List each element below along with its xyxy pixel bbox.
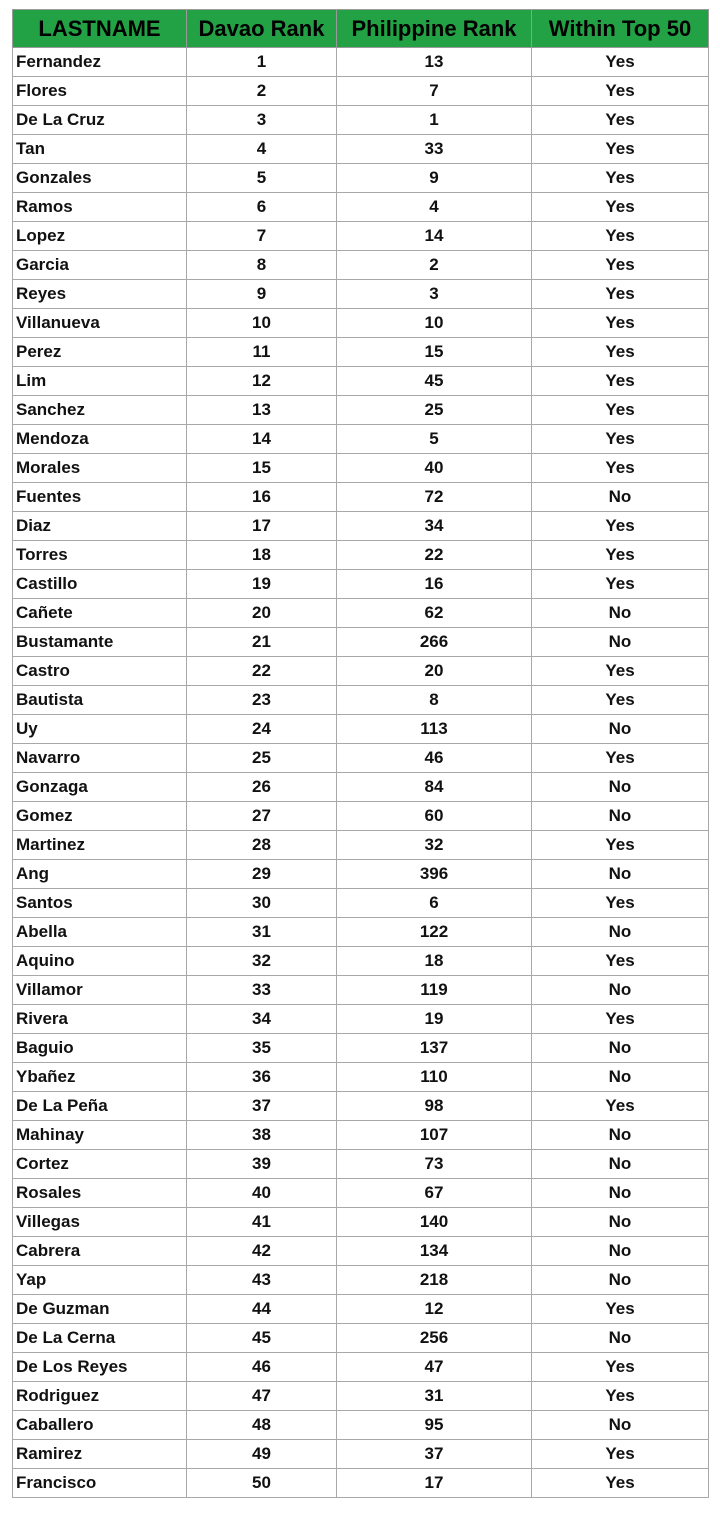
lastname-cell: De Guzman (13, 1295, 187, 1324)
davao-rank-cell: 5 (187, 164, 337, 193)
within-top-50-cell: No (532, 1150, 709, 1179)
within-top-50-cell: Yes (532, 1382, 709, 1411)
davao-rank-cell: 40 (187, 1179, 337, 1208)
table-row (13, 1382, 709, 1411)
davao-rank-cell: 39 (187, 1150, 337, 1179)
within-top-50-cell: Yes (532, 512, 709, 541)
table-row (13, 1266, 709, 1295)
lastname-cell: Ybañez (13, 1063, 187, 1092)
table-row (13, 773, 709, 802)
philippine-rank-cell: 119 (337, 976, 532, 1005)
philippine-rank-cell: 62 (337, 599, 532, 628)
philippine-rank-cell: 67 (337, 1179, 532, 1208)
header-philippine-rank: Philippine Rank (337, 10, 532, 48)
philippine-rank-cell: 12 (337, 1295, 532, 1324)
lastname-cell: Rodriguez (13, 1382, 187, 1411)
lastname-cell: Uy (13, 715, 187, 744)
table-row (13, 918, 709, 947)
table-row (13, 831, 709, 860)
davao-rank-cell: 50 (187, 1469, 337, 1498)
lastname-cell: De La Cruz (13, 106, 187, 135)
lastname-cell: Francisco (13, 1469, 187, 1498)
lastname-cell: Gonzales (13, 164, 187, 193)
within-top-50-cell: Yes (532, 1440, 709, 1469)
davao-rank-cell: 4 (187, 135, 337, 164)
philippine-rank-cell: 19 (337, 1005, 532, 1034)
philippine-rank-cell: 31 (337, 1382, 532, 1411)
lastname-cell: Morales (13, 454, 187, 483)
lastname-cell: Reyes (13, 280, 187, 309)
table-row (13, 135, 709, 164)
philippine-rank-cell: 60 (337, 802, 532, 831)
within-top-50-cell: No (532, 976, 709, 1005)
davao-rank-cell: 12 (187, 367, 337, 396)
lastname-cell: Rosales (13, 1179, 187, 1208)
philippine-rank-cell: 218 (337, 1266, 532, 1295)
davao-rank-cell: 6 (187, 193, 337, 222)
table-row (13, 1324, 709, 1353)
table-row (13, 802, 709, 831)
table-row (13, 280, 709, 309)
table-row (13, 483, 709, 512)
davao-rank-cell: 8 (187, 251, 337, 280)
within-top-50-cell: No (532, 1179, 709, 1208)
lastname-cell: Ang (13, 860, 187, 889)
davao-rank-cell: 16 (187, 483, 337, 512)
table-row (13, 628, 709, 657)
within-top-50-cell: No (532, 860, 709, 889)
within-top-50-cell: Yes (532, 193, 709, 222)
davao-rank-cell: 45 (187, 1324, 337, 1353)
lastname-cell: Mendoza (13, 425, 187, 454)
within-top-50-cell: No (532, 1237, 709, 1266)
lastname-cell: Gonzaga (13, 773, 187, 802)
davao-rank-cell: 23 (187, 686, 337, 715)
within-top-50-cell: No (532, 1063, 709, 1092)
davao-rank-cell: 43 (187, 1266, 337, 1295)
header-row (13, 10, 709, 48)
table-row (13, 106, 709, 135)
davao-rank-cell: 28 (187, 831, 337, 860)
davao-rank-cell: 14 (187, 425, 337, 454)
davao-rank-cell: 46 (187, 1353, 337, 1382)
table-row (13, 77, 709, 106)
philippine-rank-cell: 113 (337, 715, 532, 744)
within-top-50-cell: Yes (532, 831, 709, 860)
lastname-cell: Gomez (13, 802, 187, 831)
davao-rank-cell: 13 (187, 396, 337, 425)
philippine-rank-cell: 25 (337, 396, 532, 425)
lastname-cell: Cabrera (13, 1237, 187, 1266)
table-row (13, 1063, 709, 1092)
davao-rank-cell: 41 (187, 1208, 337, 1237)
lastname-cell: Castillo (13, 570, 187, 599)
table-row (13, 425, 709, 454)
within-top-50-cell: No (532, 715, 709, 744)
lastname-cell: Rivera (13, 1005, 187, 1034)
within-top-50-cell: Yes (532, 164, 709, 193)
within-top-50-cell: Yes (532, 889, 709, 918)
davao-rank-cell: 10 (187, 309, 337, 338)
davao-rank-cell: 29 (187, 860, 337, 889)
lastname-cell: Yap (13, 1266, 187, 1295)
within-top-50-cell: Yes (532, 48, 709, 77)
davao-rank-cell: 18 (187, 541, 337, 570)
davao-rank-cell: 37 (187, 1092, 337, 1121)
within-top-50-cell: No (532, 773, 709, 802)
table-row (13, 193, 709, 222)
philippine-rank-cell: 396 (337, 860, 532, 889)
philippine-rank-cell: 3 (337, 280, 532, 309)
philippine-rank-cell: 5 (337, 425, 532, 454)
lastname-cell: Diaz (13, 512, 187, 541)
within-top-50-cell: Yes (532, 1353, 709, 1382)
lastname-cell: Santos (13, 889, 187, 918)
table-row (13, 1237, 709, 1266)
davao-rank-cell: 9 (187, 280, 337, 309)
header-within-top-50: Within Top 50 (532, 10, 709, 48)
within-top-50-cell: No (532, 599, 709, 628)
philippine-rank-cell: 134 (337, 1237, 532, 1266)
davao-rank-cell: 32 (187, 947, 337, 976)
within-top-50-cell: Yes (532, 77, 709, 106)
table-row (13, 1208, 709, 1237)
lastname-cell: Abella (13, 918, 187, 947)
philippine-rank-cell: 256 (337, 1324, 532, 1353)
philippine-rank-cell: 95 (337, 1411, 532, 1440)
lastname-cell: Flores (13, 77, 187, 106)
lastname-cell: Villamor (13, 976, 187, 1005)
davao-rank-cell: 34 (187, 1005, 337, 1034)
within-top-50-cell: Yes (532, 570, 709, 599)
davao-rank-cell: 42 (187, 1237, 337, 1266)
davao-rank-cell: 2 (187, 77, 337, 106)
table-row (13, 338, 709, 367)
table-row (13, 222, 709, 251)
lastname-cell: Torres (13, 541, 187, 570)
davao-rank-cell: 24 (187, 715, 337, 744)
lastname-cell: Baguio (13, 1034, 187, 1063)
philippine-rank-cell: 1 (337, 106, 532, 135)
philippine-rank-cell: 107 (337, 1121, 532, 1150)
within-top-50-cell: Yes (532, 1092, 709, 1121)
within-top-50-cell: Yes (532, 425, 709, 454)
lastname-cell: Fuentes (13, 483, 187, 512)
table-row (13, 1295, 709, 1324)
lastname-cell: Lim (13, 367, 187, 396)
davao-rank-cell: 33 (187, 976, 337, 1005)
table-row (13, 860, 709, 889)
philippine-rank-cell: 98 (337, 1092, 532, 1121)
lastname-cell: Aquino (13, 947, 187, 976)
philippine-rank-cell: 4 (337, 193, 532, 222)
lastname-cell: Mahinay (13, 1121, 187, 1150)
philippine-rank-cell: 10 (337, 309, 532, 338)
within-top-50-cell: Yes (532, 222, 709, 251)
davao-rank-cell: 15 (187, 454, 337, 483)
davao-rank-cell: 7 (187, 222, 337, 251)
davao-rank-cell: 35 (187, 1034, 337, 1063)
davao-rank-cell: 25 (187, 744, 337, 773)
within-top-50-cell: No (532, 628, 709, 657)
within-top-50-cell: Yes (532, 396, 709, 425)
within-top-50-cell: Yes (532, 251, 709, 280)
within-top-50-cell: No (532, 1121, 709, 1150)
philippine-rank-cell: 266 (337, 628, 532, 657)
within-top-50-cell: Yes (532, 309, 709, 338)
within-top-50-cell: No (532, 918, 709, 947)
within-top-50-cell: Yes (532, 367, 709, 396)
lastname-cell: Fernandez (13, 48, 187, 77)
table-row (13, 1440, 709, 1469)
table-row (13, 1469, 709, 1498)
table-row (13, 1411, 709, 1440)
lastname-cell: Caballero (13, 1411, 187, 1440)
philippine-rank-cell: 9 (337, 164, 532, 193)
davao-rank-cell: 3 (187, 106, 337, 135)
table-row (13, 976, 709, 1005)
davao-rank-cell: 19 (187, 570, 337, 599)
lastname-cell: Bautista (13, 686, 187, 715)
philippine-rank-cell: 16 (337, 570, 532, 599)
philippine-rank-cell: 14 (337, 222, 532, 251)
davao-rank-cell: 44 (187, 1295, 337, 1324)
davao-rank-cell: 27 (187, 802, 337, 831)
philippine-rank-cell: 18 (337, 947, 532, 976)
davao-rank-cell: 1 (187, 48, 337, 77)
davao-rank-cell: 22 (187, 657, 337, 686)
philippine-rank-cell: 15 (337, 338, 532, 367)
davao-rank-cell: 11 (187, 338, 337, 367)
philippine-rank-cell: 47 (337, 1353, 532, 1382)
within-top-50-cell: Yes (532, 541, 709, 570)
philippine-rank-cell: 7 (337, 77, 532, 106)
lastname-cell: Ramos (13, 193, 187, 222)
lastname-cell: Villanueva (13, 309, 187, 338)
header-lastname: LASTNAME (13, 10, 187, 48)
table-row (13, 570, 709, 599)
within-top-50-cell: Yes (532, 947, 709, 976)
table-row (13, 715, 709, 744)
table-row (13, 512, 709, 541)
within-top-50-cell: Yes (532, 657, 709, 686)
table-row (13, 1150, 709, 1179)
within-top-50-cell: No (532, 1034, 709, 1063)
philippine-rank-cell: 73 (337, 1150, 532, 1179)
table-row (13, 1179, 709, 1208)
within-top-50-cell: No (532, 1266, 709, 1295)
lastname-cell: Martinez (13, 831, 187, 860)
davao-rank-cell: 36 (187, 1063, 337, 1092)
philippine-rank-cell: 84 (337, 773, 532, 802)
davao-rank-cell: 17 (187, 512, 337, 541)
within-top-50-cell: No (532, 1324, 709, 1353)
philippine-rank-cell: 45 (337, 367, 532, 396)
lastname-cell: Bustamante (13, 628, 187, 657)
table-row (13, 744, 709, 773)
table-row (13, 599, 709, 628)
table-row (13, 1005, 709, 1034)
table-row (13, 686, 709, 715)
philippine-rank-cell: 13 (337, 48, 532, 77)
within-top-50-cell: Yes (532, 454, 709, 483)
davao-rank-cell: 48 (187, 1411, 337, 1440)
philippine-rank-cell: 32 (337, 831, 532, 860)
philippine-rank-cell: 40 (337, 454, 532, 483)
header-davao-rank: Davao Rank (187, 10, 337, 48)
davao-rank-cell: 31 (187, 918, 337, 947)
lastname-cell: De Los Reyes (13, 1353, 187, 1382)
table-row (13, 657, 709, 686)
table-row (13, 1121, 709, 1150)
within-top-50-cell: No (532, 1208, 709, 1237)
within-top-50-cell: Yes (532, 744, 709, 773)
within-top-50-cell: No (532, 483, 709, 512)
philippine-rank-cell: 72 (337, 483, 532, 512)
lastname-cell: De La Peña (13, 1092, 187, 1121)
philippine-rank-cell: 110 (337, 1063, 532, 1092)
within-top-50-cell: Yes (532, 338, 709, 367)
davao-rank-cell: 30 (187, 889, 337, 918)
philippine-rank-cell: 37 (337, 1440, 532, 1469)
philippine-rank-cell: 6 (337, 889, 532, 918)
davao-rank-cell: 26 (187, 773, 337, 802)
table-row (13, 541, 709, 570)
lastname-cell: Garcia (13, 251, 187, 280)
lastname-cell: Castro (13, 657, 187, 686)
philippine-rank-cell: 137 (337, 1034, 532, 1063)
lastname-cell: Navarro (13, 744, 187, 773)
within-top-50-cell: Yes (532, 135, 709, 164)
philippine-rank-cell: 34 (337, 512, 532, 541)
table-body (13, 48, 709, 1498)
lastname-cell: Perez (13, 338, 187, 367)
philippine-rank-cell: 17 (337, 1469, 532, 1498)
davao-rank-cell: 21 (187, 628, 337, 657)
within-top-50-cell: Yes (532, 1005, 709, 1034)
philippine-rank-cell: 2 (337, 251, 532, 280)
philippine-rank-cell: 46 (337, 744, 532, 773)
table-row (13, 48, 709, 77)
philippine-rank-cell: 22 (337, 541, 532, 570)
within-top-50-cell: Yes (532, 1295, 709, 1324)
lastname-cell: Lopez (13, 222, 187, 251)
table-row (13, 164, 709, 193)
davao-rank-cell: 47 (187, 1382, 337, 1411)
table-row (13, 309, 709, 338)
lastname-cell: Tan (13, 135, 187, 164)
lastname-cell: Cañete (13, 599, 187, 628)
table-row (13, 889, 709, 918)
davao-rank-cell: 20 (187, 599, 337, 628)
lastname-cell: Cortez (13, 1150, 187, 1179)
table-row (13, 454, 709, 483)
philippine-rank-cell: 20 (337, 657, 532, 686)
table-row (13, 251, 709, 280)
lastname-cell: Villegas (13, 1208, 187, 1237)
within-top-50-cell: Yes (532, 686, 709, 715)
surname-table-container (12, 9, 708, 1498)
table-row (13, 1092, 709, 1121)
philippine-rank-cell: 122 (337, 918, 532, 947)
table-row (13, 367, 709, 396)
table-row (13, 947, 709, 976)
philippine-rank-cell: 8 (337, 686, 532, 715)
surname-rank-table (12, 9, 709, 1498)
within-top-50-cell: Yes (532, 280, 709, 309)
philippine-rank-cell: 33 (337, 135, 532, 164)
within-top-50-cell: Yes (532, 106, 709, 135)
table-row (13, 396, 709, 425)
davao-rank-cell: 38 (187, 1121, 337, 1150)
table-row (13, 1034, 709, 1063)
lastname-cell: De La Cerna (13, 1324, 187, 1353)
lastname-cell: Sanchez (13, 396, 187, 425)
table-row (13, 1353, 709, 1382)
davao-rank-cell: 49 (187, 1440, 337, 1469)
within-top-50-cell: No (532, 1411, 709, 1440)
philippine-rank-cell: 140 (337, 1208, 532, 1237)
within-top-50-cell: No (532, 802, 709, 831)
within-top-50-cell: Yes (532, 1469, 709, 1498)
lastname-cell: Ramirez (13, 1440, 187, 1469)
